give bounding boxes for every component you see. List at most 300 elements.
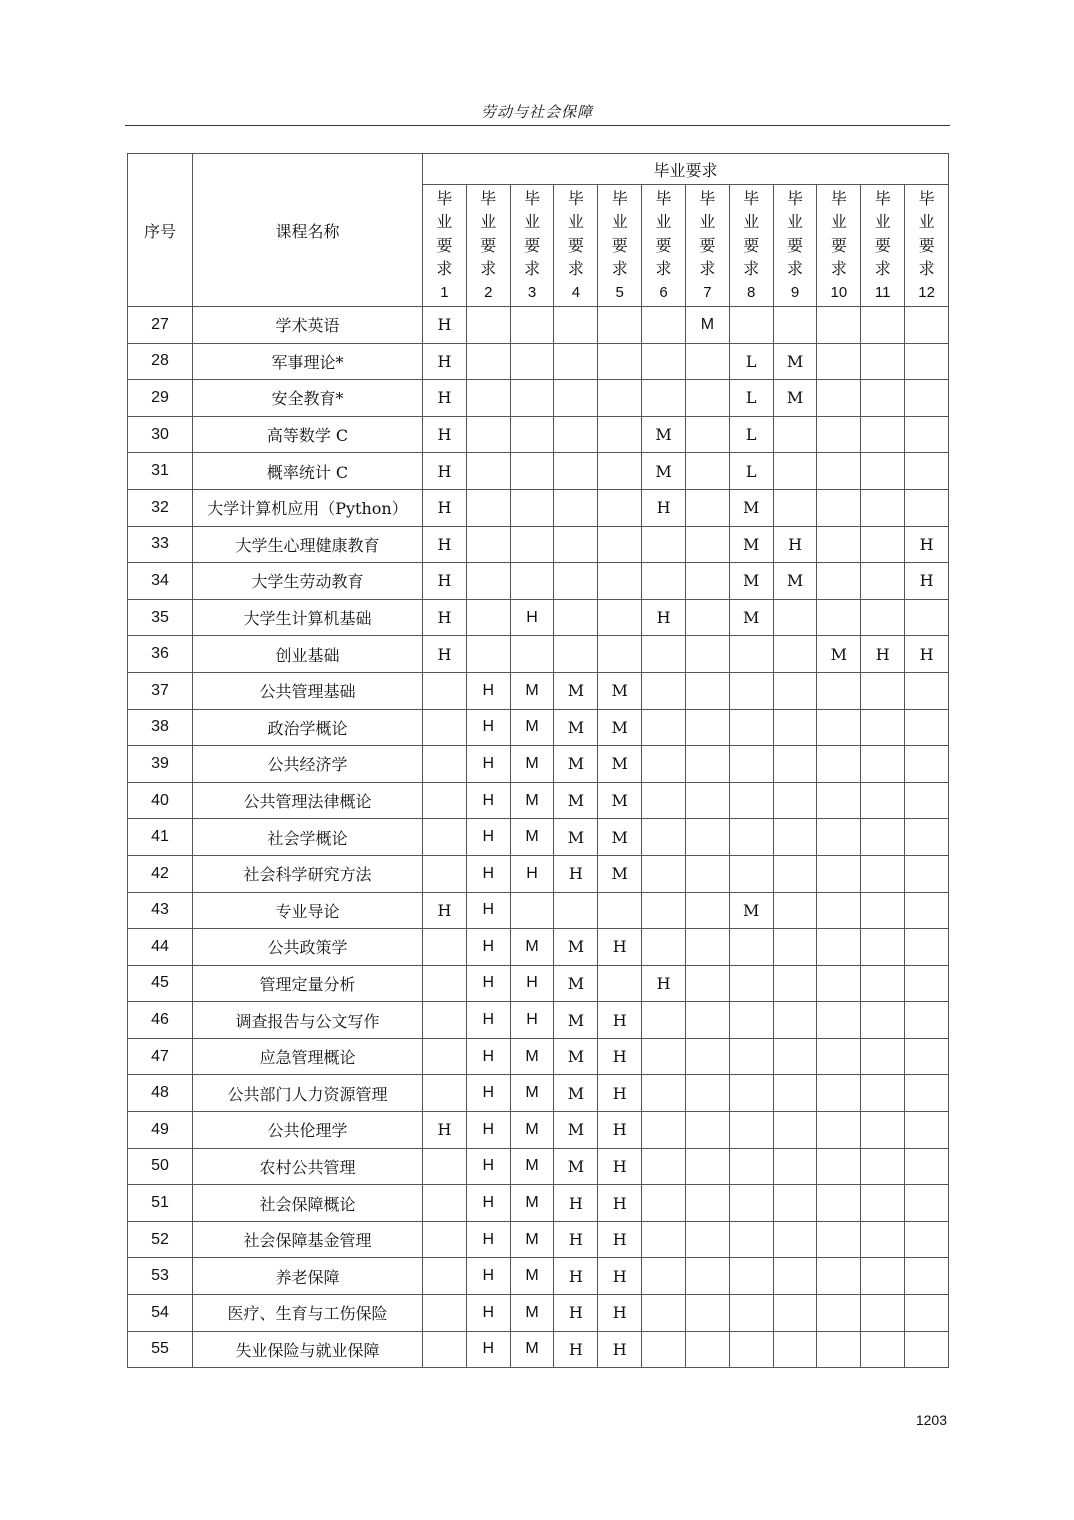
support-level-cell — [642, 1075, 686, 1112]
support-level-cell — [685, 380, 729, 417]
requirement-header-label — [743, 187, 759, 305]
course-name-cell: 大学生心理健康教育 — [193, 526, 423, 563]
support-level-cell — [685, 1038, 729, 1075]
support-level-cell — [861, 782, 905, 819]
requirement-header-char: 求 — [830, 259, 847, 279]
support-level-cell — [554, 526, 598, 563]
support-level-cell — [510, 307, 554, 344]
support-level-cell — [817, 929, 861, 966]
support-level-cell — [685, 416, 729, 453]
column-header-course: 课程名称 — [193, 154, 423, 307]
requirement-header-char: 毕 — [830, 188, 847, 208]
support-level-cell — [685, 782, 729, 819]
support-level-cell — [729, 307, 773, 344]
support-level-cell — [685, 855, 729, 892]
support-level-cell: M — [685, 307, 729, 344]
support-level-cell — [510, 343, 554, 380]
support-level-cell: H — [466, 709, 510, 746]
support-level-cell: M — [510, 819, 554, 856]
support-level-cell — [861, 1148, 905, 1185]
course-seq-cell: 39 — [128, 746, 193, 783]
table-row — [128, 672, 949, 709]
support-level-cell: M — [554, 746, 598, 783]
table-row — [128, 1112, 949, 1149]
support-level-cell — [685, 709, 729, 746]
support-level-cell — [685, 965, 729, 1002]
support-level-cell: H — [598, 1221, 642, 1258]
requirement-header-char: 业 — [524, 212, 541, 232]
requirement-header-char: 要 — [699, 235, 716, 255]
support-level-cell — [685, 672, 729, 709]
support-level-cell — [642, 1002, 686, 1039]
support-level-cell: H — [466, 1295, 510, 1332]
support-level-cell — [773, 1258, 817, 1295]
requirement-header-char: 要 — [874, 235, 891, 255]
support-level-cell — [861, 563, 905, 600]
support-level-cell — [554, 489, 598, 526]
requirement-header-number: 12 — [918, 283, 935, 301]
support-level-cell — [423, 1295, 467, 1332]
course-name-cell: 安全教育* — [193, 380, 423, 417]
support-level-cell — [905, 1112, 949, 1149]
support-level-cell: M — [598, 709, 642, 746]
support-level-cell — [773, 672, 817, 709]
support-level-cell — [554, 307, 598, 344]
support-level-cell: H — [466, 1221, 510, 1258]
support-level-cell: H — [423, 343, 467, 380]
support-level-cell — [861, 307, 905, 344]
support-level-cell — [817, 453, 861, 490]
support-level-cell — [905, 1148, 949, 1185]
support-level-cell: H — [598, 1148, 642, 1185]
support-level-cell: M — [729, 599, 773, 636]
support-level-cell — [685, 453, 729, 490]
course-seq-cell: 29 — [128, 380, 193, 417]
support-level-cell: M — [510, 1295, 554, 1332]
support-level-cell: H — [598, 1295, 642, 1332]
support-level-cell — [861, 343, 905, 380]
support-level-cell: M — [554, 929, 598, 966]
support-level-cell — [598, 307, 642, 344]
table-row — [128, 782, 949, 819]
support-level-cell: L — [729, 453, 773, 490]
requirement-header-char: 毕 — [655, 188, 672, 208]
course-seq-cell: 34 — [128, 563, 193, 600]
support-level-cell — [685, 599, 729, 636]
support-level-cell: M — [510, 672, 554, 709]
support-level-cell — [861, 1331, 905, 1368]
support-level-cell — [642, 746, 686, 783]
support-level-cell — [861, 672, 905, 709]
support-level-cell — [905, 1331, 949, 1368]
course-name-cell: 创业基础 — [193, 636, 423, 673]
support-level-cell — [598, 416, 642, 453]
support-level-cell — [817, 380, 861, 417]
requirement-header-char: 要 — [787, 235, 804, 255]
requirement-header — [773, 185, 817, 307]
support-level-cell — [905, 782, 949, 819]
support-level-cell: M — [554, 709, 598, 746]
support-level-cell: H — [466, 1185, 510, 1222]
support-level-cell — [423, 1148, 467, 1185]
support-level-cell: H — [554, 1295, 598, 1332]
course-name-cell: 失业保险与就业保障 — [193, 1331, 423, 1368]
support-level-cell: M — [642, 453, 686, 490]
support-level-cell — [729, 1002, 773, 1039]
support-level-cell: L — [729, 416, 773, 453]
support-level-cell — [861, 380, 905, 417]
support-level-cell: H — [598, 1002, 642, 1039]
course-name-cell: 公共政策学 — [193, 929, 423, 966]
support-level-cell — [773, 1185, 817, 1222]
support-level-cell — [773, 855, 817, 892]
support-level-cell — [861, 1295, 905, 1332]
requirement-header-char: 求 — [524, 259, 541, 279]
requirement-header — [598, 185, 642, 307]
support-level-cell — [685, 1258, 729, 1295]
support-level-cell: M — [510, 1038, 554, 1075]
table-row — [128, 453, 949, 490]
support-level-cell: H — [466, 1002, 510, 1039]
support-level-cell: M — [598, 746, 642, 783]
support-level-cell — [817, 672, 861, 709]
support-level-cell — [466, 636, 510, 673]
requirement-header-char: 毕 — [480, 188, 497, 208]
support-level-cell — [773, 1002, 817, 1039]
support-level-cell — [642, 1038, 686, 1075]
support-level-cell — [466, 599, 510, 636]
support-level-cell — [642, 672, 686, 709]
support-level-cell: H — [598, 1112, 642, 1149]
support-level-cell — [905, 416, 949, 453]
support-level-cell — [861, 489, 905, 526]
support-level-cell — [773, 1038, 817, 1075]
requirement-header-char: 毕 — [524, 188, 541, 208]
support-level-cell — [861, 1258, 905, 1295]
support-level-cell: H — [466, 965, 510, 1002]
requirement-header-char: 求 — [655, 259, 672, 279]
support-level-cell — [817, 489, 861, 526]
support-level-cell — [685, 1295, 729, 1332]
support-level-cell: H — [554, 1331, 598, 1368]
support-level-cell: H — [554, 855, 598, 892]
requirement-header-char: 业 — [918, 212, 935, 232]
table-row — [128, 1185, 949, 1222]
support-level-cell — [685, 343, 729, 380]
course-name-cell: 政治学概论 — [193, 709, 423, 746]
table-row — [128, 599, 949, 636]
support-level-cell — [773, 782, 817, 819]
requirement-header-char: 业 — [480, 212, 497, 232]
support-level-cell — [905, 343, 949, 380]
support-level-cell — [905, 1185, 949, 1222]
column-header-seq: 序号 — [128, 154, 193, 307]
support-level-cell: M — [729, 489, 773, 526]
support-level-cell — [817, 709, 861, 746]
support-level-cell: H — [642, 599, 686, 636]
course-name-cell: 军事理论* — [193, 343, 423, 380]
support-level-cell — [817, 1038, 861, 1075]
course-seq-cell: 53 — [128, 1258, 193, 1295]
support-level-cell — [773, 1075, 817, 1112]
requirement-header-char: 毕 — [567, 188, 584, 208]
support-level-cell — [642, 1221, 686, 1258]
support-level-cell — [861, 1112, 905, 1149]
requirement-header-char: 毕 — [787, 188, 804, 208]
support-level-cell: H — [466, 746, 510, 783]
table-row — [128, 526, 949, 563]
support-level-cell: H — [466, 1112, 510, 1149]
support-level-cell — [861, 599, 905, 636]
support-level-cell — [685, 636, 729, 673]
requirement-header — [554, 185, 598, 307]
requirement-header — [642, 185, 686, 307]
support-level-cell — [685, 819, 729, 856]
requirement-header-label — [612, 187, 628, 305]
support-level-cell — [685, 1221, 729, 1258]
support-level-cell: M — [817, 636, 861, 673]
support-level-cell: M — [554, 1075, 598, 1112]
requirement-header-char: 毕 — [743, 188, 760, 208]
support-level-cell — [642, 1331, 686, 1368]
support-level-cell — [773, 489, 817, 526]
support-level-cell: H — [423, 563, 467, 600]
support-level-cell — [905, 819, 949, 856]
support-level-cell: M — [554, 819, 598, 856]
support-level-cell — [861, 1185, 905, 1222]
requirement-header-char: 要 — [830, 235, 847, 255]
support-level-cell — [685, 1331, 729, 1368]
requirement-header — [729, 185, 773, 307]
support-level-cell — [466, 526, 510, 563]
course-seq-cell: 41 — [128, 819, 193, 856]
support-level-cell — [554, 453, 598, 490]
support-level-cell: H — [598, 1331, 642, 1368]
table-row — [128, 892, 949, 929]
graduation-requirements-matrix — [127, 153, 949, 1368]
course-name-cell: 公共管理法律概论 — [193, 782, 423, 819]
requirement-header-char: 业 — [436, 212, 453, 232]
course-seq-cell: 49 — [128, 1112, 193, 1149]
support-level-cell: M — [510, 746, 554, 783]
support-level-cell: H — [423, 599, 467, 636]
table-row — [128, 1221, 949, 1258]
support-level-cell — [466, 563, 510, 600]
support-level-cell — [905, 672, 949, 709]
support-level-cell — [817, 819, 861, 856]
requirement-header-char: 业 — [611, 212, 628, 232]
support-level-cell: H — [466, 1075, 510, 1112]
support-level-cell — [510, 416, 554, 453]
requirement-header-number: 4 — [571, 283, 581, 301]
page-number: 1203 — [915, 1412, 947, 1428]
requirement-header-char: 求 — [874, 259, 891, 279]
support-level-cell — [773, 929, 817, 966]
support-level-cell: M — [510, 1258, 554, 1295]
table-row — [128, 636, 949, 673]
support-level-cell: H — [773, 526, 817, 563]
support-level-cell — [642, 709, 686, 746]
course-seq-cell: 28 — [128, 343, 193, 380]
support-level-cell — [598, 380, 642, 417]
table-row — [128, 819, 949, 856]
support-level-cell — [861, 929, 905, 966]
support-level-cell — [905, 746, 949, 783]
support-level-cell — [510, 636, 554, 673]
table-row — [128, 929, 949, 966]
support-level-cell: M — [598, 782, 642, 819]
support-level-cell — [423, 1258, 467, 1295]
course-name-cell: 高等数学 C — [193, 416, 423, 453]
support-level-cell — [554, 599, 598, 636]
support-level-cell: H — [598, 1258, 642, 1295]
support-level-cell — [554, 380, 598, 417]
support-level-cell — [729, 1075, 773, 1112]
support-level-cell: M — [510, 1148, 554, 1185]
table-row — [128, 965, 949, 1002]
support-level-cell — [423, 1002, 467, 1039]
support-level-cell — [817, 1331, 861, 1368]
course-name-cell: 学术英语 — [193, 307, 423, 344]
support-level-cell — [554, 343, 598, 380]
support-level-cell: H — [466, 1258, 510, 1295]
course-seq-cell: 35 — [128, 599, 193, 636]
support-level-cell — [817, 1221, 861, 1258]
table-row — [128, 1148, 949, 1185]
course-seq-cell: 32 — [128, 489, 193, 526]
support-level-cell — [685, 892, 729, 929]
support-level-cell: H — [423, 489, 467, 526]
support-level-cell — [423, 1221, 467, 1258]
course-name-cell: 应急管理概论 — [193, 1038, 423, 1075]
support-level-cell — [729, 965, 773, 1002]
support-level-cell — [510, 453, 554, 490]
support-level-cell — [817, 746, 861, 783]
table-row — [128, 343, 949, 380]
support-level-cell: L — [729, 343, 773, 380]
support-level-cell: M — [554, 1148, 598, 1185]
support-level-cell: M — [729, 526, 773, 563]
header-divider — [125, 125, 950, 126]
requirement-header-char: 要 — [611, 235, 628, 255]
course-seq-cell: 51 — [128, 1185, 193, 1222]
support-level-cell — [729, 1112, 773, 1149]
course-seq-cell: 54 — [128, 1295, 193, 1332]
support-level-cell — [729, 709, 773, 746]
support-level-cell — [905, 453, 949, 490]
support-level-cell — [905, 709, 949, 746]
requirement-header-number: 6 — [659, 283, 668, 301]
support-level-cell — [510, 563, 554, 600]
support-level-cell — [905, 1075, 949, 1112]
requirement-header-char: 求 — [787, 259, 804, 279]
support-level-cell — [642, 819, 686, 856]
support-level-cell: H — [466, 1148, 510, 1185]
support-level-cell: H — [466, 782, 510, 819]
support-level-cell — [642, 855, 686, 892]
support-level-cell — [817, 892, 861, 929]
course-seq-cell: 44 — [128, 929, 193, 966]
support-level-cell — [861, 416, 905, 453]
column-group-header-requirements: 毕业要求 — [423, 154, 949, 185]
requirement-header-char: 求 — [611, 259, 628, 279]
requirement-header-char: 业 — [743, 212, 760, 232]
requirement-header-char: 要 — [436, 235, 453, 255]
support-level-cell — [905, 892, 949, 929]
support-level-cell — [773, 1112, 817, 1149]
requirement-header-number: 8 — [747, 283, 756, 301]
support-level-cell — [466, 416, 510, 453]
support-level-cell: H — [510, 855, 554, 892]
support-level-cell — [729, 1331, 773, 1368]
course-name-cell: 管理定量分析 — [193, 965, 423, 1002]
support-level-cell: M — [510, 1185, 554, 1222]
support-level-cell — [773, 746, 817, 783]
support-level-cell — [861, 453, 905, 490]
support-level-cell — [466, 343, 510, 380]
support-level-cell — [729, 746, 773, 783]
table-row — [128, 307, 949, 344]
requirement-header-char: 求 — [436, 259, 453, 279]
support-level-cell: M — [510, 709, 554, 746]
requirement-header — [817, 185, 861, 307]
requirement-header-number: 3 — [527, 283, 537, 301]
support-level-cell — [642, 380, 686, 417]
support-level-cell — [642, 1112, 686, 1149]
support-level-cell — [817, 416, 861, 453]
support-level-cell — [817, 1002, 861, 1039]
support-level-cell — [773, 636, 817, 673]
support-level-cell — [423, 929, 467, 966]
support-level-cell — [729, 929, 773, 966]
course-seq-cell: 31 — [128, 453, 193, 490]
course-name-cell: 专业导论 — [193, 892, 423, 929]
support-level-cell — [729, 819, 773, 856]
requirement-header-char: 毕 — [699, 188, 716, 208]
requirement-header-char: 要 — [567, 235, 584, 255]
support-level-cell — [423, 1075, 467, 1112]
support-level-cell — [510, 526, 554, 563]
support-level-cell — [773, 307, 817, 344]
support-level-cell: H — [642, 489, 686, 526]
support-level-cell: H — [423, 307, 467, 344]
support-level-cell — [423, 1331, 467, 1368]
support-level-cell — [685, 929, 729, 966]
support-level-cell — [905, 1221, 949, 1258]
support-level-cell — [861, 709, 905, 746]
support-level-cell — [642, 1295, 686, 1332]
course-seq-cell: 47 — [128, 1038, 193, 1075]
course-name-cell: 社会保障概论 — [193, 1185, 423, 1222]
requirement-header — [510, 185, 554, 307]
support-level-cell — [773, 416, 817, 453]
support-level-cell — [817, 1075, 861, 1112]
course-name-cell: 养老保障 — [193, 1258, 423, 1295]
support-level-cell — [685, 526, 729, 563]
table-row — [128, 1075, 949, 1112]
support-level-cell — [729, 1295, 773, 1332]
support-level-cell: H — [423, 636, 467, 673]
support-level-cell — [729, 1258, 773, 1295]
support-level-cell — [729, 855, 773, 892]
support-level-cell — [642, 343, 686, 380]
support-level-cell — [642, 1258, 686, 1295]
support-level-cell: L — [729, 380, 773, 417]
requirement-header-label — [480, 187, 496, 305]
course-name-cell: 大学生计算机基础 — [193, 599, 423, 636]
support-level-cell: H — [466, 819, 510, 856]
requirement-header-char: 毕 — [436, 188, 453, 208]
